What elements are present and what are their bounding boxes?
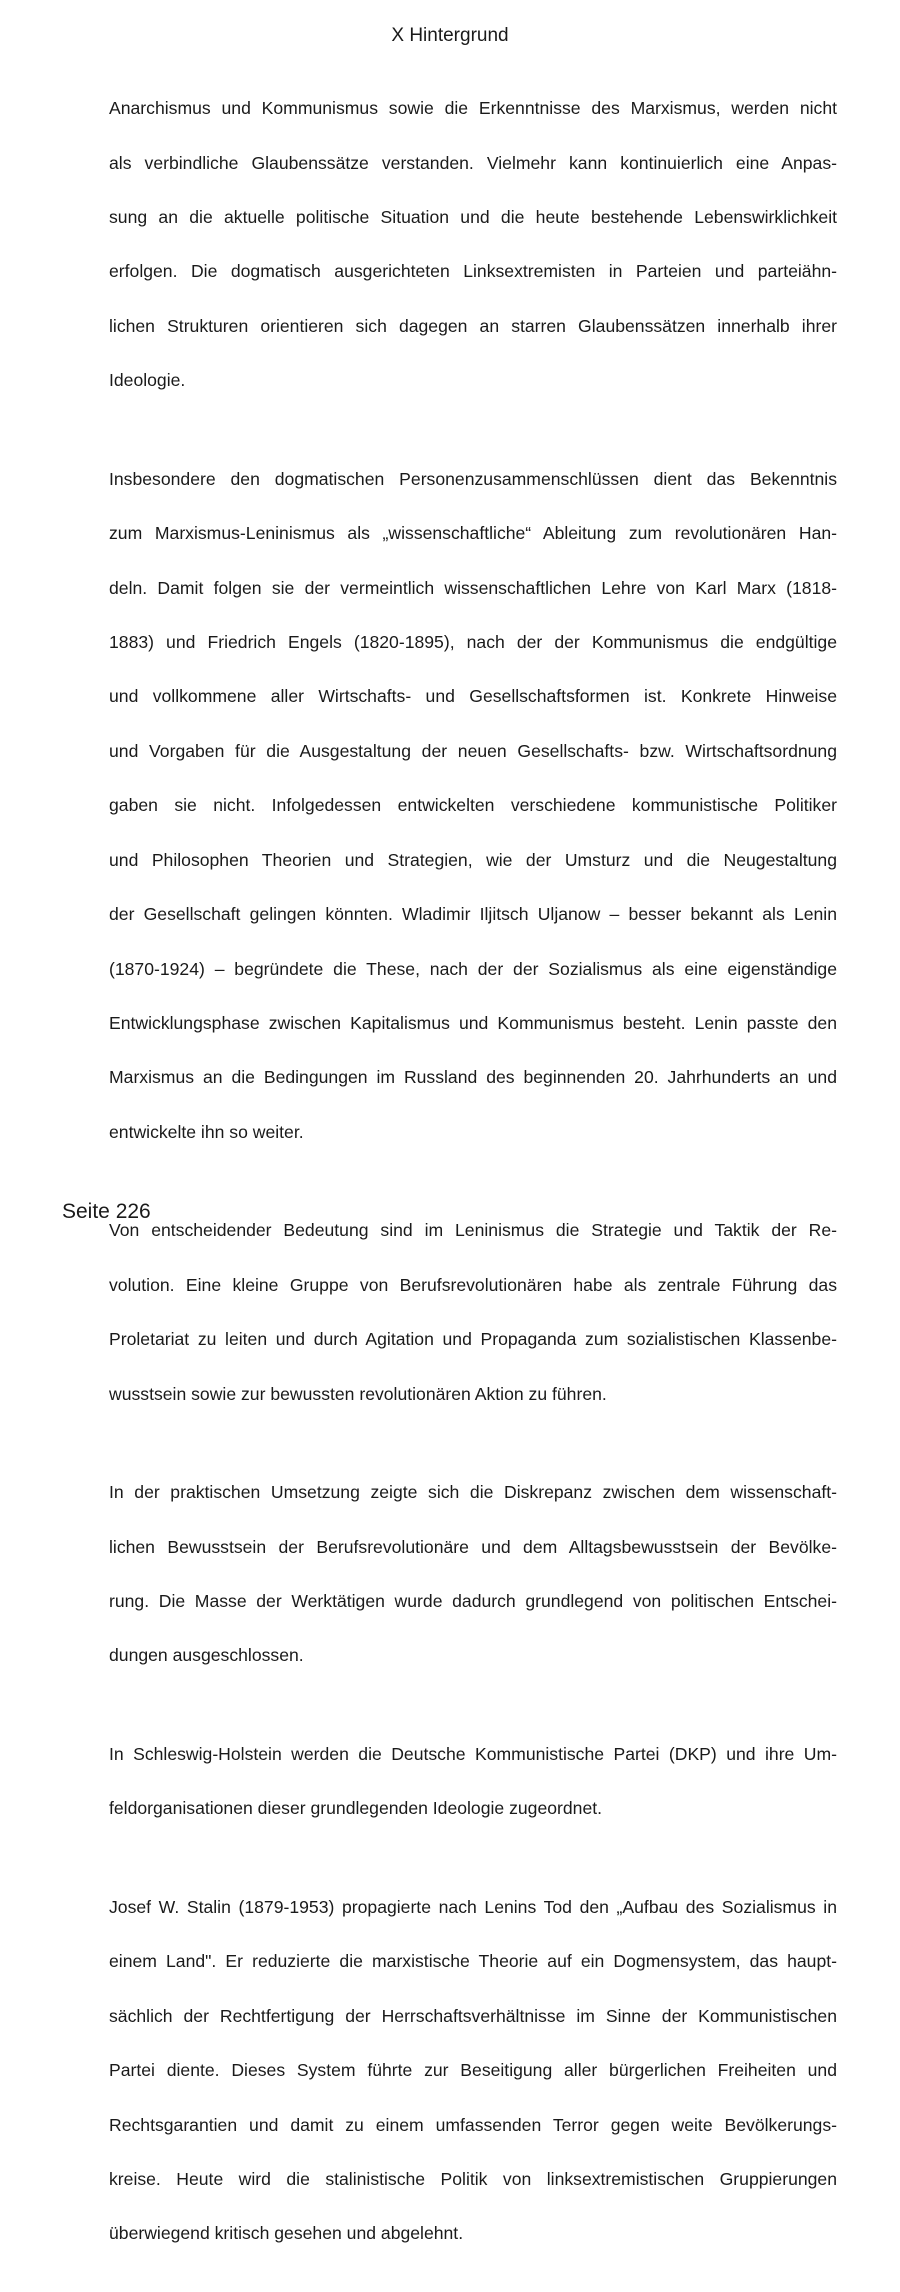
text-line: und vollkommene aller Wirtschafts- und Gesellschaftsformen ist. Konkrete Hinweise <box>109 686 837 707</box>
text-line: der Gesellschaft gelingen könnten. Wladimir Iljitsch Uljanow – besser bekannt als Lenin <box>109 904 837 925</box>
text-line: deln. Damit folgen sie der vermeintlich wissenschaftlichen Lehre von Karl Marx (1818- <box>109 577 837 598</box>
text-line: In Schleswig-Holstein werden die Deutsche Kommunistische Partei (DKP) und ihre Um- <box>109 1743 837 1764</box>
paragraph-1 <box>109 68 837 422</box>
text-line: wusstsein sowie zur bewussten revolutionären Aktion zu führen. <box>109 1383 607 1404</box>
text-line: 1883) und Friedrich Engels (1820-1895), nach der der Kommunismus die endgültige <box>109 632 837 653</box>
text-line: In der praktischen Umsetzung zeigte sich die Diskrepanz zwischen dem wissenschaft- <box>109 1482 837 1503</box>
text-line: erfolgen. Die dogmatisch ausgerichteten Linksextremisten in Parteien und parteiähn- <box>109 261 837 282</box>
text-line: gaben sie nicht. Infolgedessen entwickelten verschiedene kommunistische Politiker <box>109 795 837 816</box>
text-line: als verbindliche Glaubenssätze verstanden. Vielmehr kann kontinuierlich eine Anpas- <box>109 152 837 173</box>
text-line: lichen Strukturen orientieren sich dagegen an starren Glaubenssätzen innerhalb ihrer <box>109 315 837 336</box>
paragraph-5 <box>109 1714 837 1850</box>
text-line: Marxismus an die Bedingungen im Russland des beginnenden 20. Jahrhunderts an und <box>109 1067 837 1088</box>
paragraph-4 <box>109 1452 837 1697</box>
paragraph-6 <box>109 1867 837 2275</box>
text-line: dungen ausgeschlossen. <box>109 1645 304 1666</box>
text-line: Entwicklungsphase zwischen Kapitalismus und Kommunismus besteht. Lenin passte den <box>109 1012 837 1033</box>
text-line: Proletariat zu leiten und durch Agitation und Propaganda zum sozialistischen Klassenbe- <box>109 1329 837 1350</box>
text-line: überwiegend kritisch gesehen und abgelehnt. <box>109 2223 464 2244</box>
text-line: Josef W. Stalin (1879-1953) propagierte nach Lenins Tod den „Aufbau des Sozialismus in <box>109 1897 837 1917</box>
text-line: (1870-1924) – begründete die These, nach der der Sozialismus als eine eigenständige <box>109 958 837 979</box>
text-line: entwickelte ihn so weiter. <box>109 1121 304 1142</box>
paragraph-3 <box>109 1190 837 1435</box>
body-text <box>109 68 837 2292</box>
running-header-title: X Hintergrund <box>391 25 509 46</box>
text-line: sung an die aktuelle politische Situation und die heute bestehende Lebenswirklichkeit <box>109 207 837 228</box>
text-line: einem Land". Er reduzierte die marxistische Theorie auf ein Dogmensystem, das haupt- <box>109 1951 837 1972</box>
text-line: und Vorgaben für die Ausgestaltung der neuen Gesellschafts- bzw. Wirtschaftsordnung <box>109 740 837 761</box>
text-line: Von entscheidender Bedeutung sind im Leninismus die Strategie und Taktik der Re- <box>109 1220 837 1241</box>
text-line: Insbesondere den dogmatischen Personenzusammenschlüssen dient das Bekenntnis <box>109 468 837 489</box>
text-line: lichen Bewusstsein der Berufsrevolutionäre und dem Alltagsbewusstsein der Bevölke- <box>109 1536 837 1557</box>
text-line: feldorganisationen dieser grundlegenden Ideologie zugeordnet. <box>109 1798 603 1819</box>
text-line: sächlich der Rechtfertigung der Herrschaftsverhältnisse im Sinne der Kommunistischen <box>109 2005 837 2026</box>
page-number: Seite 226 <box>62 1200 151 1223</box>
text-line: und Philosophen Theorien und Strategien, wie der Umsturz und die Neugestaltung <box>109 849 837 870</box>
text-line: zum Marxismus-Leninismus als „wissenschaftliche“ Ableitung zum revolutionären Han- <box>109 523 837 544</box>
text-line: rung. Die Masse der Werktätigen wurde dadurch grundlegend von politischen Entschei- <box>109 1590 837 1611</box>
text-line: Ideologie. <box>109 370 186 391</box>
text-line: kreise. Heute wird die stalinistische Politik von linksextremistischen Gruppierungen <box>109 2169 837 2190</box>
text-line: volution. Eine kleine Gruppe von Berufsrevolutionären habe als zentrale Führung das <box>109 1274 837 1295</box>
paragraph-2 <box>109 439 837 1173</box>
text-line: Partei diente. Dieses System führte zur Beseitigung aller bürgerlichen Freiheiten und <box>109 2060 837 2081</box>
text-line: Rechtsgarantien und damit zu einem umfassenden Terror gegen weite Bevölkerungs- <box>109 2114 837 2135</box>
text-line: Anarchismus und Kommunismus sowie die Erkenntnisse des Marxismus, werden nicht <box>109 98 837 119</box>
